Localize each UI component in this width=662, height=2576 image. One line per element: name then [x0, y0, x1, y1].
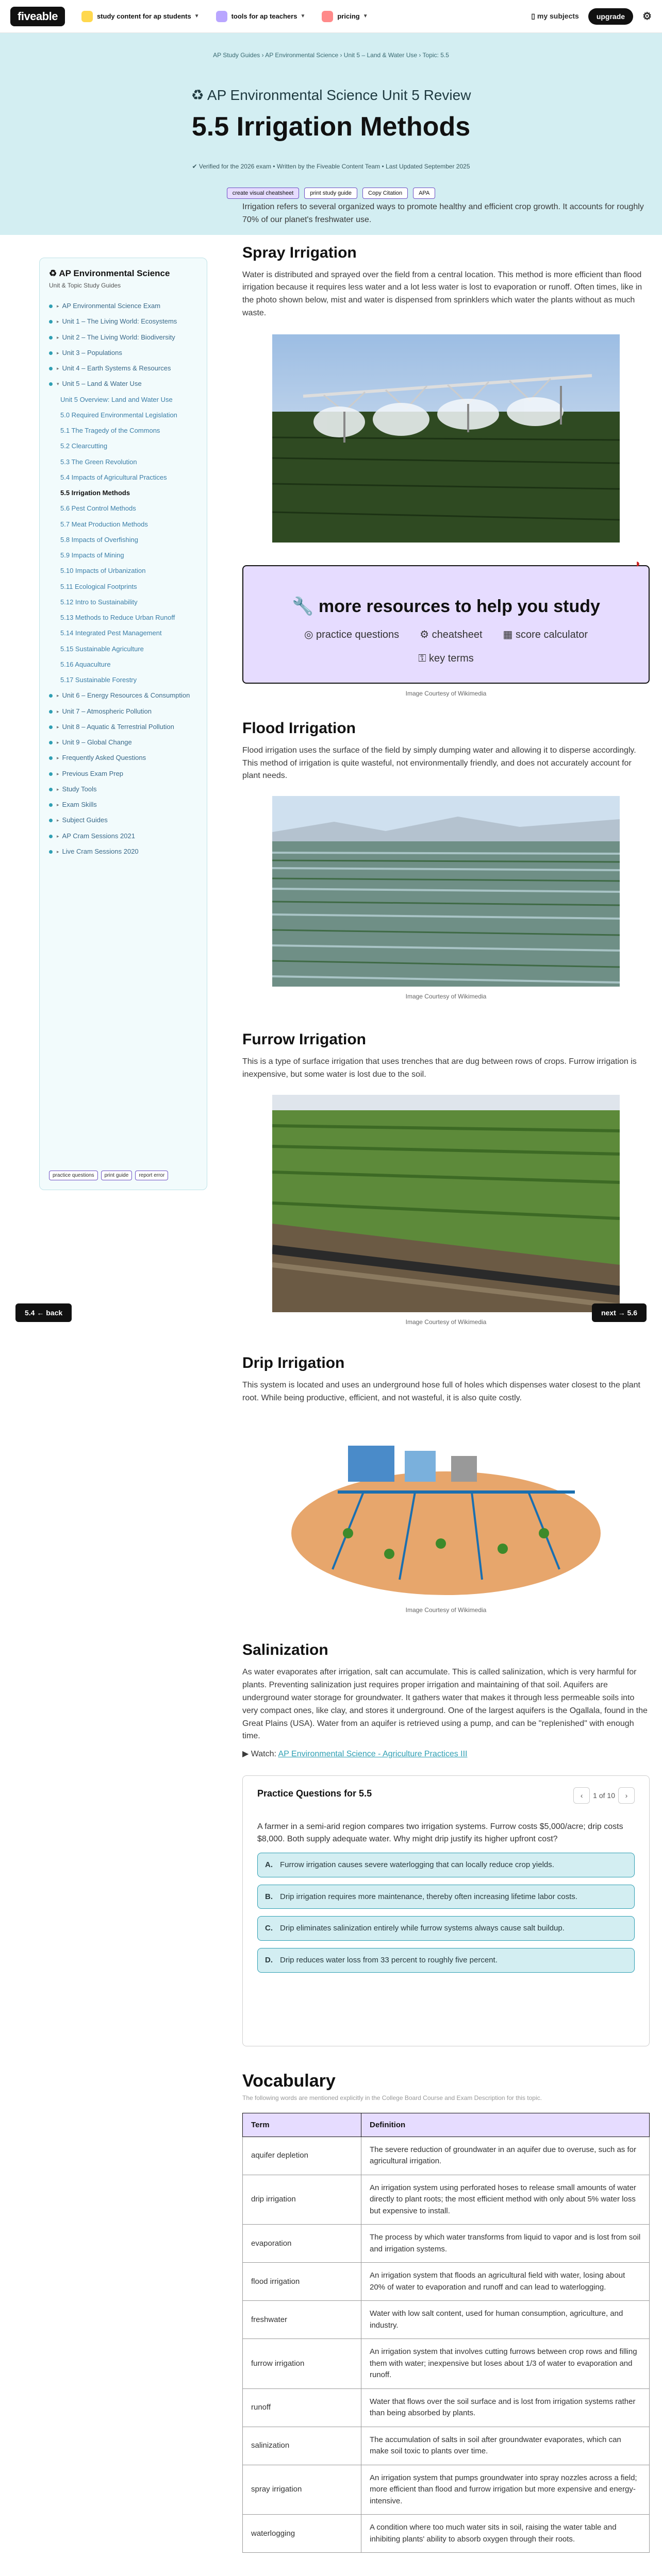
sidebar-item-label: Frequently Asked Questions [62, 754, 146, 762]
sidebar-item[interactable] [49, 766, 197, 782]
vocab-term[interactable]: waterlogging [243, 2515, 361, 2553]
spray-irrigation-image [272, 334, 620, 543]
table-row [243, 2175, 650, 2225]
vocab-definition: Water with low salt content, used for human consumption, agriculture, and industry. [361, 2301, 650, 2339]
sidebar-item-label: 5.17 Sustainable Forestry [60, 676, 137, 684]
sidebar-item-label: Unit 7 – Atmospheric Pollution [62, 707, 152, 715]
vocab-term[interactable]: evaporation [243, 2225, 361, 2263]
chevron-icon: ▸ [57, 303, 59, 309]
nav-my-subjects[interactable]: ▯ my subjects [531, 12, 579, 20]
sidebar-item-label: Live Cram Sessions 2020 [62, 847, 139, 855]
sidebar-item[interactable] [49, 361, 197, 376]
bullet-icon [49, 741, 53, 744]
bullet-icon [49, 710, 53, 714]
flood-irrigation-image [272, 796, 620, 987]
chevron-down-icon: ▼ [362, 13, 368, 19]
bullet-icon [49, 336, 53, 340]
watch-video-link[interactable]: AP Environmental Science - Agriculture Practices III [278, 1750, 468, 1759]
vocab-definition: An irrigation system that pumps groundwater into spray nozzles across a field; more efficient than flood and furrow irrigation but more expensive and energy-intensive. [361, 2465, 650, 2515]
bullet-icon [49, 320, 53, 324]
gear-icon: ⚙ [420, 629, 432, 640]
sidebar-item-label: 5.16 Aquaculture [60, 660, 111, 668]
sidebar-item-label: 5.1 The Tragedy of the Commons [60, 427, 160, 434]
intro-paragraph: Irrigation refers to several organized ways to promote healthy and efficient crop growth. It accounts for roughly 70% of our planet's freshwater use. [242, 202, 644, 224]
nav-teacher-tools[interactable]: tools for ap teachers ▼ [216, 11, 306, 22]
sidebar-item-label: AP Cram Sessions 2021 [62, 832, 135, 840]
sidebar-item[interactable] [49, 501, 197, 516]
sidebar-item-label: Subject Guides [62, 816, 108, 824]
sidebar-item[interactable] [49, 298, 197, 314]
drip-paragraph: This system is located and uses an underground hose full of holes which dispenses water closest to the plant root. While being productive, efficient, and not wasteful, it is also quite costly. [242, 1380, 640, 1402]
table-row [243, 2263, 650, 2301]
chevron-icon: ▸ [57, 833, 59, 839]
chevron-icon: ▸ [57, 319, 59, 325]
chevron-icon: ▸ [57, 771, 59, 776]
sidebar-item-label: 5.8 Impacts of Overfishing [60, 535, 139, 544]
sidebar-item-label: Unit 5 – Land & Water Use [62, 380, 142, 388]
chevron-down-icon: ▼ [300, 13, 306, 19]
table-row [243, 2427, 650, 2465]
flood-caption: Image Courtesy of Wikimedia [405, 993, 487, 1001]
chevron-icon: ▸ [57, 366, 59, 371]
sidebar-item-label: Unit 5 Overview: Land and Water Use [60, 395, 173, 403]
sidebar-item[interactable] [49, 625, 197, 641]
answer-option-d[interactable]: D. Drip reduces water loss from 33 percent to roughly five percent. [257, 1948, 635, 1973]
vocab-term[interactable]: flood irrigation [243, 2263, 361, 2301]
chevron-icon: ▸ [57, 350, 59, 355]
sidebar-item[interactable] [49, 548, 197, 563]
print-guide-button[interactable]: print study guide [304, 188, 357, 199]
bullet-icon [49, 756, 53, 760]
chevron-icon: ▸ [57, 708, 59, 714]
sidebar-item-label: 5.9 Impacts of Mining [60, 551, 124, 559]
sidebar-item-label: 5.14 Integrated Pest Management [60, 629, 162, 637]
vocab-col-term: Term [243, 2113, 361, 2137]
sidebar-item[interactable] [49, 517, 197, 532]
sidebar-item-label: 5.12 Intro to Sustainability [60, 598, 138, 606]
sidebar-item[interactable] [49, 750, 197, 766]
chevron-icon: ▸ [57, 818, 59, 823]
vocab-definition: An irrigation system using perforated hoses to release small amounts of water directly to plant roots; the most efficient method with only about 5% water loss but expensive to install. [361, 2175, 650, 2225]
key-terms-link[interactable]: ⚿ key terms [418, 652, 474, 664]
calculator-icon: ▦ [503, 629, 516, 640]
furrow-heading: Furrow Irrigation [242, 1031, 366, 1048]
furrow-paragraph: This is a type of surface irrigation that uses trenches that are dug between rows of crops. Furrow irrigation is inexpensive, but some water is lost due to the soil. [242, 1057, 637, 1079]
vocab-col-definition: Definition [361, 2113, 650, 2137]
sidebar-item-label: 5.7 Meat Production Methods [60, 520, 148, 528]
spray-caption: Image Courtesy of Wikimedia [405, 689, 487, 697]
chevron-icon: ▸ [57, 724, 59, 730]
next-question-button[interactable]: › [618, 1787, 635, 1804]
chevron-icon: ▸ [57, 849, 59, 854]
sidebar-item[interactable] [49, 470, 197, 485]
sidebar-practice-button[interactable]: practice questions [49, 1171, 98, 1180]
sidebar-item[interactable] [49, 812, 197, 828]
furrow-caption: Image Courtesy of Wikimedia [405, 1318, 487, 1326]
sidebar-item-label: 5.5 Irrigation Methods [60, 489, 130, 497]
drip-irrigation-diagram [286, 1415, 606, 1600]
chevron-icon: ▸ [57, 755, 59, 761]
chevron-icon: ▸ [57, 802, 59, 807]
video-icon: ▶ [242, 1750, 251, 1759]
sidebar-item-label: 5.0 Required Environmental Legislation [60, 411, 177, 419]
sidebar-item-label: Unit 6 – Energy Resources & Consumption [62, 691, 190, 700]
tag-icon [322, 11, 333, 22]
bookmark-icon: ▯ [531, 12, 537, 20]
sidebar-item[interactable] [49, 423, 197, 438]
vocab-definition: The severe reduction of groundwater in an aquifer due to overuse, such as for agricultural irrigation. [361, 2137, 650, 2175]
chevron-icon: ▸ [57, 693, 59, 699]
sidebar-item-label: Unit 8 – Aquatic & Terrestrial Pollution [62, 722, 174, 731]
resources-title: 🔧 more resources to help you study [292, 596, 600, 616]
sidebar-item-label: 5.3 The Green Revolution [60, 457, 137, 466]
copy-citation-button[interactable]: Copy Citation [362, 188, 408, 199]
breadcrumb[interactable]: AP Study Guides › AP Environmental Science › Unit 5 – Land & Water Use › Topic: 5.5 [213, 52, 449, 59]
table-row [243, 2301, 650, 2339]
sidebar-item-label: Unit 9 – Global Change [62, 738, 132, 746]
target-icon: ◎ [304, 629, 316, 640]
upgrade-button[interactable]: upgrade [588, 8, 633, 25]
sidebar-item-label: 5.15 Sustainable Agriculture [60, 645, 144, 653]
sidebar-item[interactable] [49, 704, 197, 719]
sidebar-item[interactable] [49, 345, 197, 361]
sidebar-item[interactable] [49, 314, 197, 329]
sidebar-item-label: 5.2 Clearcutting [60, 442, 108, 450]
table-row [243, 2515, 650, 2553]
recycle-icon: ♻ [49, 268, 59, 278]
nav-study-content[interactable]: study content for ap students ▼ [81, 11, 200, 22]
settings-gear-icon[interactable]: ⚙ [642, 11, 652, 22]
practice-questions-card [242, 1775, 650, 2046]
back-button[interactable]: 5.4 ← back [15, 1303, 72, 1322]
bullet-icon [49, 304, 53, 308]
answer-option-c[interactable]: C. Drip eliminates salinization entirely while furrow systems always cause salt buildup. [257, 1916, 635, 1941]
table-row [243, 2388, 650, 2427]
sidebar-item[interactable] [49, 595, 197, 610]
score-calculator-link[interactable]: ▦ score calculator [503, 629, 588, 640]
sidebar-item[interactable] [49, 828, 197, 844]
sidebar-item-label: Previous Exam Prep [62, 769, 124, 777]
sidebar-item-label: Study Tools [62, 785, 97, 793]
sidebar-item[interactable] [49, 330, 197, 345]
prev-question-button[interactable]: ‹ [573, 1787, 590, 1804]
bullet-icon [49, 772, 53, 776]
sidebar-item[interactable] [49, 376, 197, 392]
answer-option-a[interactable]: A. Furrow irrigation causes severe waterlogging that can locally reduce crop yields. [257, 1853, 635, 1877]
vocab-term[interactable]: freshwater [243, 2301, 361, 2339]
wrench-icon: 🔧 [292, 596, 319, 616]
bullet-icon [49, 835, 53, 838]
chevron-icon: ▸ [57, 786, 59, 792]
recycle-icon: ♻ [191, 87, 207, 103]
sidebar-print-button[interactable]: print guide [101, 1171, 133, 1180]
bullet-icon [49, 725, 53, 729]
table-row [243, 2465, 650, 2515]
drip-heading: Drip Irrigation [242, 1354, 345, 1371]
sidebar-item[interactable] [49, 735, 197, 750]
flood-heading: Flood Irrigation [242, 719, 356, 737]
sidebar [39, 258, 207, 1190]
vocab-definition: An irrigation system that involves cutting furrows between crop rows and filling them with water; inexpensive but loses about 1/3 of water to evaporation and runoff. [361, 2339, 650, 2389]
vocab-definition: The process by which water transforms from liquid to vapor and is lost from soil and irrigation systems. [361, 2225, 650, 2263]
watch-line: ▶ Watch: AP Environmental Science - Agriculture Practices III [242, 1750, 468, 1759]
sidebar-item[interactable] [49, 392, 197, 408]
sidebar-item-label: Unit 3 – Populations [62, 348, 122, 357]
sidebar-item[interactable] [49, 641, 197, 657]
vocab-term[interactable]: furrow irrigation [243, 2339, 361, 2389]
vocab-heading: Vocabulary [242, 2071, 336, 2091]
sidebar-item[interactable] [49, 688, 197, 703]
page-meta: ✔ Verified for the 2026 exam • Written by the Fiveable Content Team • Last Updated September 2025 [192, 163, 470, 170]
sidebar-list [49, 298, 197, 859]
salinization-heading: Salinization [242, 1641, 328, 1659]
sidebar-item[interactable] [49, 438, 197, 454]
sidebar-item[interactable] [49, 408, 197, 423]
chevron-down-icon: ▼ [194, 13, 200, 19]
teacher-icon [216, 11, 227, 22]
sidebar-report-button[interactable]: report error [135, 1171, 168, 1180]
vocab-definition: An irrigation system that floods an agricultural field with water, losing about 20% of water to evaporation and runoff and can lead to waterlogging. [361, 2263, 650, 2301]
table-row [243, 2225, 650, 2263]
chevron-icon: ▸ [57, 334, 59, 340]
cheatsheet-link[interactable]: ⚙ cheatsheet [420, 629, 483, 640]
bullet-icon [49, 788, 53, 791]
unit-title: ♻ AP Environmental Science Unit 5 Review [191, 87, 471, 103]
sidebar-item[interactable] [49, 610, 197, 625]
sidebar-item[interactable] [49, 672, 197, 688]
watermelon-icon: ◗ [634, 556, 641, 570]
resources-banner [242, 556, 650, 684]
sidebar-item-label: Unit 2 – The Living World: Biodiversity [62, 333, 175, 341]
sidebar-item[interactable] [49, 532, 197, 548]
chevron-icon: ▾ [57, 381, 59, 387]
salinization-paragraph: As water evaporates after irrigation, salt can accumulate. This is called salinization, which is very harmful for plants. Preventing salinization just requires proper irrigation and maintaining of that soil. Aquifers are underground water storage for groundwater. It gathers water that makes it through less permeable soils into very compact ones, like clay, and stores it underground. One of the largest aquifers is the Ogallala, found in the Great Plains (USA). Water from an aquifer is retrieved using a pump, and can be "replenished" with enough time. [242, 1668, 648, 1741]
main-content [242, 201, 650, 2576]
vocab-term[interactable]: aquifer depletion [243, 2137, 361, 2175]
flood-paragraph: Flood irrigation uses the surface of the field by simply dumping water and allowing it to disperse accordingly. This method of irrigation is quite wasteful, not environmentally friendly, and does not accurately account for plant needs. [242, 745, 636, 781]
bullet-icon [49, 850, 53, 854]
sidebar-item[interactable] [49, 563, 197, 579]
chevron-icon: ▸ [57, 740, 59, 745]
vocab-definition: Water that flows over the soil surface and is lost from irrigation systems rather than being absorbed by plants. [361, 2388, 650, 2427]
next-button[interactable]: next → 5.6 [592, 1303, 647, 1322]
nav-pricing[interactable]: pricing ▼ [322, 11, 368, 22]
answer-option-b[interactable]: B. Drip irrigation requires more maintenance, thereby often increasing lifetime labor costs. [257, 1885, 635, 1909]
page-title: 5.5 Irrigation Methods [191, 112, 471, 142]
question-text: A farmer in a semi-arid region compares two irrigation systems. Furrow costs $5,000/acre; drip costs $8,000. Both supply adequate water. Why might drip justify its higher upfront cost? [257, 1822, 623, 1843]
sidebar-item-label: 5.6 Pest Control Methods [60, 504, 136, 513]
sidebar-item-label: 5.10 Impacts of Urbanization [60, 567, 146, 575]
table-row [243, 2339, 650, 2389]
question-counter: 1 of 10 [593, 1791, 615, 1800]
book-icon [81, 11, 93, 22]
sidebar-item-label: Exam Skills [62, 801, 97, 808]
sidebar-item-label: 5.11 Ecological Footprints [60, 582, 137, 590]
sidebar-item-label: Unit 1 – The Living World: Ecosystems [62, 317, 177, 326]
sidebar-item[interactable] [49, 579, 197, 595]
vocab-subtitle: The following words are mentioned explicitly in the College Board Course and Exam Description for this topic. [242, 2094, 542, 2102]
vocab-definition: The accumulation of salts in soil after groundwater evaporates, which can make soil toxic to plants over time. [361, 2427, 650, 2465]
sidebar-item-label: Unit 4 – Earth Systems & Resources [62, 364, 171, 372]
sidebar-title[interactable]: ♻ AP Environmental Science [49, 268, 170, 278]
sidebar-item-label: AP Environmental Science Exam [62, 302, 161, 310]
sidebar-item[interactable] [49, 485, 197, 501]
sidebar-item[interactable] [49, 844, 197, 859]
vocab-term[interactable]: salinization [243, 2427, 361, 2465]
spray-heading: Spray Irrigation [242, 244, 357, 261]
practice-questions-link[interactable]: ◎ practice questions [304, 629, 400, 640]
key-icon: ⚿ [418, 652, 429, 664]
bullet-icon [49, 367, 53, 370]
bullet-icon [49, 351, 53, 355]
practice-title: Practice Questions for 5.5 [257, 1788, 372, 1799]
drip-caption: Image Courtesy of Wikimedia [405, 1606, 487, 1614]
vocab-term[interactable]: spray irrigation [243, 2465, 361, 2515]
bullet-icon [49, 382, 53, 386]
table-row [243, 2137, 650, 2175]
top-nav [0, 0, 662, 33]
spray-paragraph: Water is distributed and sprayed over the field from a central location. This method is more efficient than flood irrigation because it requires less water and a lot less water is lost to evaporation or runoff. Often times, like in the photo shown below, mist and water is dispensed from sprinklers which water the plants without as much waste. [242, 270, 642, 317]
sidebar-subtitle: Unit & Topic Study Guides [49, 282, 121, 289]
vocab-table [242, 2113, 650, 2553]
bullet-icon [49, 803, 53, 807]
sidebar-item-label: 5.4 Impacts of Agricultural Practices [60, 473, 167, 481]
fiveable-logo[interactable]: fiveable [10, 7, 65, 26]
vocab-term[interactable]: runoff [243, 2388, 361, 2427]
vocab-term[interactable]: drip irrigation [243, 2175, 361, 2225]
furrow-irrigation-image [272, 1095, 620, 1312]
sidebar-item[interactable] [49, 782, 197, 797]
sidebar-item[interactable] [49, 657, 197, 672]
sidebar-item[interactable] [49, 719, 197, 735]
sidebar-item[interactable] [49, 797, 197, 812]
citation-format-select[interactable]: APA [413, 188, 435, 199]
bullet-icon [49, 694, 53, 698]
create-cheatsheet-button[interactable]: create visual cheatsheet [227, 188, 300, 199]
sidebar-item[interactable] [49, 454, 197, 470]
sidebar-item-label: 5.13 Methods to Reduce Urban Runoff [60, 614, 175, 621]
bullet-icon [49, 819, 53, 822]
vocab-definition: A condition where too much water sits in soil, raising the water table and inhibiting plants' ability to absorb oxygen through their roots. [361, 2515, 650, 2553]
